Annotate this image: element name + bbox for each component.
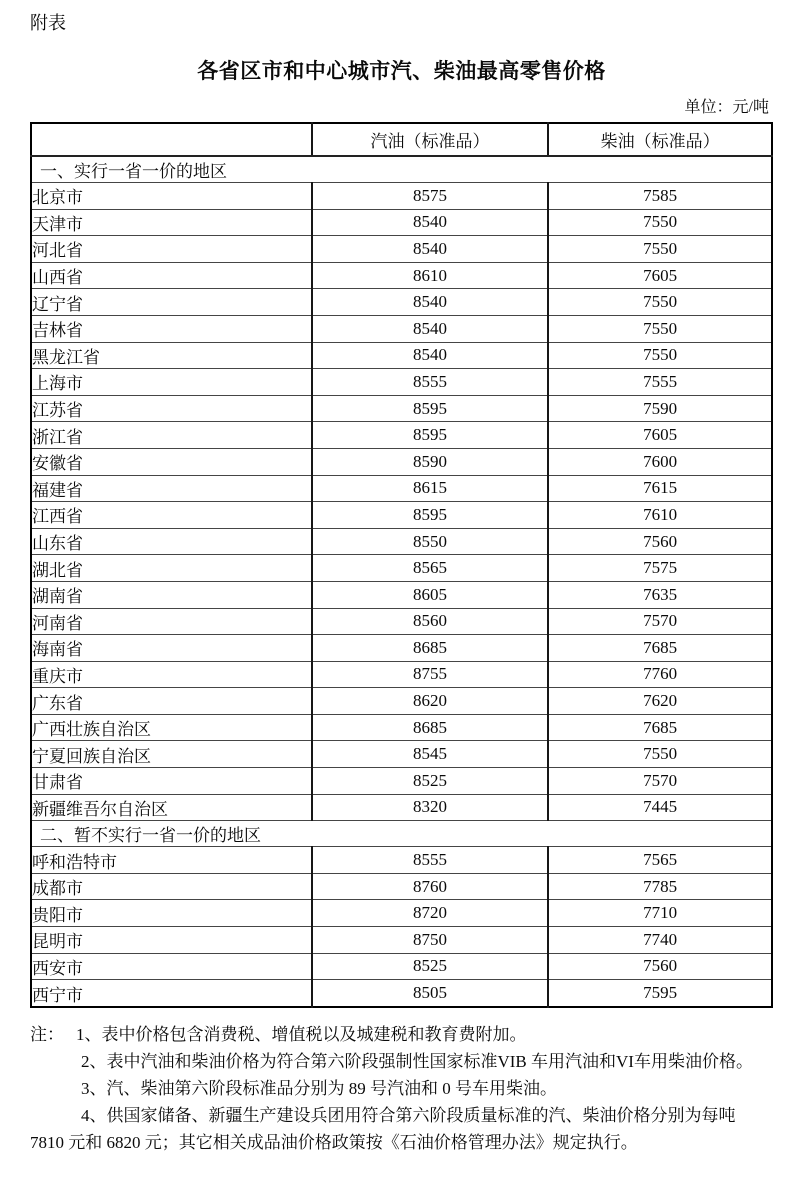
price-table <box>30 122 773 1008</box>
table-row <box>31 581 772 608</box>
diesel-price-cell: 7605 <box>548 262 772 289</box>
table-row <box>31 289 772 316</box>
gasoline-price-cell: 8565 <box>312 555 548 582</box>
gasoline-price-cell: 8595 <box>312 422 548 449</box>
section-heading-row <box>31 821 772 847</box>
region-cell: 天津市 <box>31 209 312 236</box>
region-cell: 上海市 <box>31 369 312 396</box>
diesel-price-cell: 7550 <box>548 342 772 369</box>
region-cell: 浙江省 <box>31 422 312 449</box>
diesel-price-cell: 7710 <box>548 900 772 927</box>
table-row <box>31 395 772 422</box>
diesel-price-cell: 7685 <box>548 714 772 741</box>
gasoline-price-cell: 8560 <box>312 608 548 635</box>
note-item-3: 3、汽、柴油第六阶段标准品分别为 89 号汽油和 0 号车用柴油。 <box>81 1078 557 1098</box>
diesel-price-cell: 7565 <box>548 847 772 874</box>
region-cell: 新疆维吾尔自治区 <box>31 794 312 821</box>
table-row <box>31 847 772 874</box>
table-header-row <box>31 123 772 156</box>
gasoline-price-cell: 8320 <box>312 794 548 821</box>
region-cell: 北京市 <box>31 183 312 210</box>
region-cell: 福建省 <box>31 475 312 502</box>
diesel-price-cell: 7785 <box>548 873 772 900</box>
gasoline-price-cell: 8720 <box>312 900 548 927</box>
unit-label: 单位：元/吨 <box>684 99 769 116</box>
region-cell: 山东省 <box>31 528 312 555</box>
gasoline-price-cell: 8685 <box>312 714 548 741</box>
note-item-2: 2、表中汽油和柴油价格为符合第六阶段强制性国家标准VIB 车用汽油和VI车用柴油价格。 <box>81 1051 753 1071</box>
diesel-price-cell: 7685 <box>548 635 772 662</box>
section-heading-row <box>31 156 772 183</box>
gasoline-price-cell: 8755 <box>312 661 548 688</box>
diesel-price-cell: 7605 <box>548 422 772 449</box>
gasoline-price-cell: 8615 <box>312 475 548 502</box>
table-row <box>31 236 772 263</box>
gasoline-price-cell: 8525 <box>312 768 548 795</box>
col-header-gasoline: 汽油（标准品） <box>312 123 548 156</box>
diesel-price-cell: 7555 <box>548 369 772 396</box>
section-heading: 一、实行一省一价的地区 <box>31 156 772 183</box>
gasoline-price-cell: 8620 <box>312 688 548 715</box>
note-item-1 <box>30 1021 773 1048</box>
diesel-price-cell: 7550 <box>548 236 772 263</box>
table-row <box>31 342 772 369</box>
diesel-price-cell: 7550 <box>548 289 772 316</box>
notes-section <box>30 1021 773 1156</box>
table-row <box>31 183 772 210</box>
gasoline-price-cell: 8595 <box>312 502 548 529</box>
region-cell: 宁夏回族自治区 <box>31 741 312 768</box>
table-row <box>31 262 772 289</box>
region-cell: 西安市 <box>31 953 312 980</box>
diesel-price-cell: 7550 <box>548 315 772 342</box>
table-row <box>31 635 772 662</box>
gasoline-price-cell: 8540 <box>312 342 548 369</box>
gasoline-price-cell: 8750 <box>312 927 548 954</box>
region-cell: 广东省 <box>31 688 312 715</box>
gasoline-price-cell: 8540 <box>312 315 548 342</box>
table-row <box>31 741 772 768</box>
region-cell: 昆明市 <box>31 927 312 954</box>
section-heading: 二、暂不实行一省一价的地区 <box>31 821 772 847</box>
diesel-price-cell: 7590 <box>548 395 772 422</box>
diesel-price-cell: 7585 <box>548 183 772 210</box>
diesel-price-cell: 7610 <box>548 502 772 529</box>
diesel-price-cell: 7760 <box>548 661 772 688</box>
gasoline-price-cell: 8555 <box>312 847 548 874</box>
region-cell: 辽宁省 <box>31 289 312 316</box>
gasoline-price-cell: 8545 <box>312 741 548 768</box>
table-row <box>31 661 772 688</box>
diesel-price-cell: 7620 <box>548 688 772 715</box>
region-cell: 海南省 <box>31 635 312 662</box>
table-row <box>31 953 772 980</box>
table-row <box>31 528 772 555</box>
table-row <box>31 369 772 396</box>
gasoline-price-cell: 8540 <box>312 236 548 263</box>
diesel-price-cell: 7570 <box>548 608 772 635</box>
table-row <box>31 688 772 715</box>
region-cell: 贵阳市 <box>31 900 312 927</box>
table-row <box>31 555 772 582</box>
gasoline-price-cell: 8610 <box>312 262 548 289</box>
region-cell: 河北省 <box>31 236 312 263</box>
diesel-price-cell: 7560 <box>548 528 772 555</box>
diesel-price-cell: 7615 <box>548 475 772 502</box>
diesel-price-cell: 7635 <box>548 581 772 608</box>
diesel-price-cell: 7550 <box>548 209 772 236</box>
region-cell: 山西省 <box>31 262 312 289</box>
region-cell: 西宁市 <box>31 980 312 1007</box>
diesel-price-cell: 7740 <box>548 927 772 954</box>
note-item-1-text: 1、表中价格包含消费税、增值税以及城建税和教育费附加。 <box>76 1024 527 1044</box>
table-row <box>31 209 772 236</box>
page-title: 各省区市和中心城市汽、柴油最高零售价格 <box>197 60 606 83</box>
gasoline-price-cell: 8540 <box>312 209 548 236</box>
table-row <box>31 422 772 449</box>
gasoline-price-cell: 8760 <box>312 873 548 900</box>
region-cell: 重庆市 <box>31 661 312 688</box>
table-row <box>31 315 772 342</box>
gasoline-price-cell: 8555 <box>312 369 548 396</box>
diesel-price-cell: 7575 <box>548 555 772 582</box>
gasoline-price-cell: 8525 <box>312 953 548 980</box>
region-cell: 江苏省 <box>31 395 312 422</box>
diesel-price-cell: 7550 <box>548 741 772 768</box>
diesel-price-cell: 7595 <box>548 980 772 1007</box>
gasoline-price-cell: 8540 <box>312 289 548 316</box>
gasoline-price-cell: 8575 <box>312 183 548 210</box>
gasoline-price-cell: 8685 <box>312 635 548 662</box>
region-cell: 湖南省 <box>31 581 312 608</box>
col-header-diesel: 柴油（标准品） <box>548 123 772 156</box>
diesel-price-cell: 7560 <box>548 953 772 980</box>
col-header-region <box>31 123 312 156</box>
diesel-price-cell: 7600 <box>548 448 772 475</box>
region-cell: 江西省 <box>31 502 312 529</box>
region-cell: 甘肃省 <box>31 768 312 795</box>
diesel-price-cell: 7445 <box>548 794 772 821</box>
gasoline-price-cell: 8590 <box>312 448 548 475</box>
gasoline-price-cell: 8605 <box>312 581 548 608</box>
table-row <box>31 927 772 954</box>
table-row <box>31 448 772 475</box>
table-row <box>31 608 772 635</box>
table-row <box>31 873 772 900</box>
region-cell: 安徽省 <box>31 448 312 475</box>
region-cell: 湖北省 <box>31 555 312 582</box>
table-row <box>31 714 772 741</box>
table-row <box>31 475 772 502</box>
gasoline-price-cell: 8550 <box>312 528 548 555</box>
note-item-4: 4、供国家储备、新疆生产建设兵团用符合第六阶段质量标准的汽、柴油价格分别为每吨 7810 元和 6820 元；其它相关成品油价格政策按《石油价格管理办法》规定执行。 <box>30 1105 736 1152</box>
table-row <box>31 768 772 795</box>
region-cell: 广西壮族自治区 <box>31 714 312 741</box>
diesel-price-cell: 7570 <box>548 768 772 795</box>
table-row <box>31 502 772 529</box>
region-cell: 黑龙江省 <box>31 342 312 369</box>
table-row <box>31 900 772 927</box>
appendix-label: 附表 <box>30 13 66 33</box>
table-row <box>31 980 772 1007</box>
region-cell: 河南省 <box>31 608 312 635</box>
table-row <box>31 794 772 821</box>
gasoline-price-cell: 8595 <box>312 395 548 422</box>
region-cell: 吉林省 <box>31 315 312 342</box>
notes-label: 注： <box>30 1024 64 1044</box>
region-cell: 呼和浩特市 <box>31 847 312 874</box>
region-cell: 成都市 <box>31 873 312 900</box>
gasoline-price-cell: 8505 <box>312 980 548 1007</box>
